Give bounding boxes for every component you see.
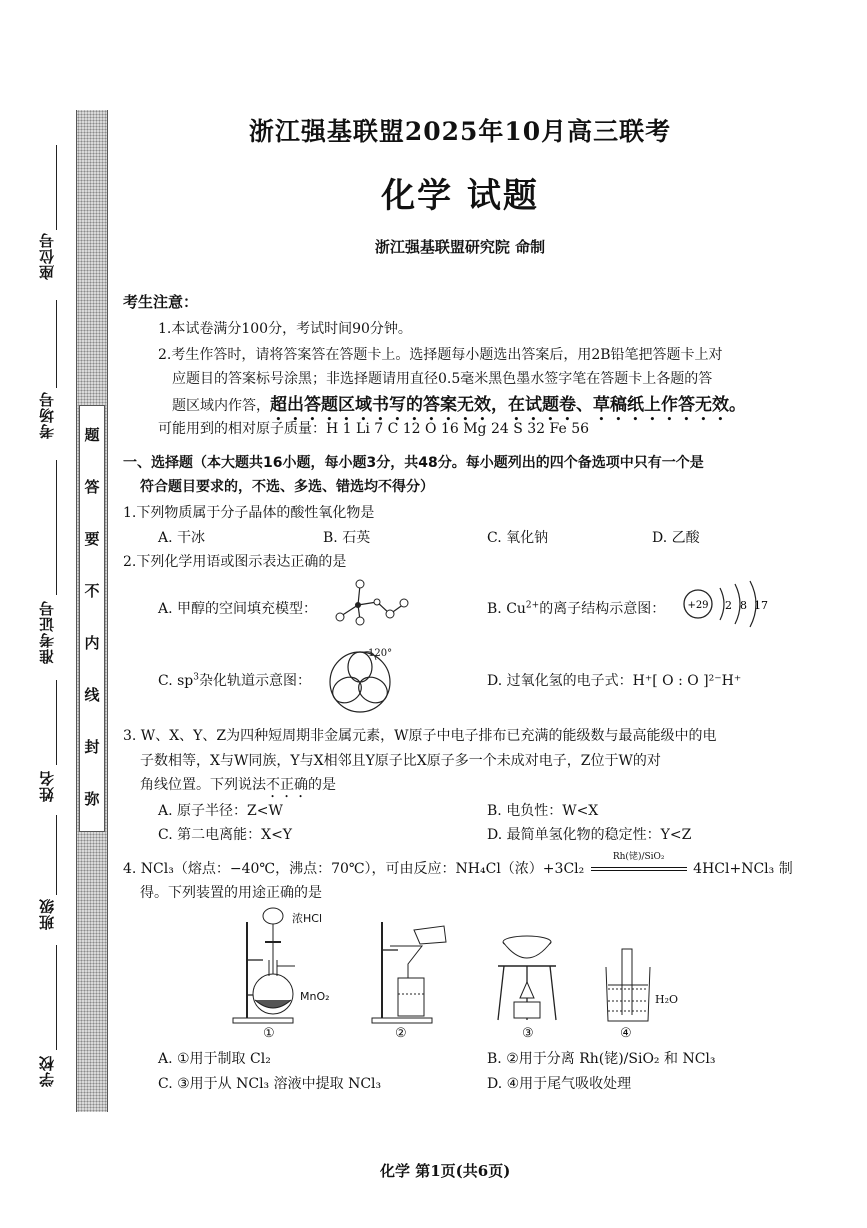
exam-title: 浙江强基联盟2025年10月高三联考 — [248, 117, 672, 146]
q4-text: 4. NCl₃（熔点：−40℃，沸点：70℃），可由反应：NH₄Cl（浓）+3Cl₂ — [123, 861, 585, 877]
label-conc-hcl: 浓HCl — [292, 912, 323, 925]
name-label: 姓名 — [38, 770, 56, 802]
q2-option-a: A. 甲醇的空间填充模型： — [158, 601, 318, 617]
methanol-model-figure — [332, 578, 412, 628]
q2-option-d: D. 过氧化氢的电子式：H⁺[ O : O ]²⁻H⁺ — [487, 673, 742, 689]
q1-option-b: B. 石英 — [323, 530, 371, 546]
reaction-arrow — [589, 852, 689, 877]
publisher: 浙江强基联盟研究院 命制 — [374, 238, 546, 256]
strip-char: 题 — [84, 426, 100, 444]
shell-1: 2 — [725, 599, 732, 612]
binding-notice-box — [79, 405, 105, 832]
q4-option-a: A. ①用于制取 Cl₂ — [158, 1051, 271, 1067]
figure-1-label: ① — [263, 1026, 275, 1041]
angle-label: 120° — [368, 648, 393, 659]
notice-title: 考生注意： — [123, 293, 199, 311]
school-line[interactable] — [56, 945, 57, 1050]
name-line[interactable] — [56, 680, 57, 765]
figure-4-label: ④ — [620, 1026, 632, 1041]
section-1-heading-cont: 符合题目要求的，不选、多选、错选均不得分） — [140, 479, 434, 495]
label-h2o: H₂O — [655, 993, 679, 1006]
q2-c-sup: 3 — [193, 672, 199, 683]
apparatus-3-figure — [492, 932, 562, 1027]
q3-text: 角线位置。下列说法 — [140, 777, 266, 793]
notice-emphasis: 超出答题区域书写的答案无效，在试题卷、草稿纸上作答无效。 — [270, 395, 746, 415]
notice-text: 题区域内作答， — [172, 398, 270, 414]
ticket-number-label: 准考证号 — [38, 600, 56, 664]
q2-b-charge: 2+ — [525, 600, 540, 611]
subject-title: 化学 试题 — [381, 176, 539, 216]
q4-option-d: D. ④用于尾气吸收处理 — [487, 1076, 632, 1092]
notice-item-2-line-2: 应题目的答案标号涂黑；非选择题请用直径0.5毫米黑色墨水签字笔在答题卡上各题的答 — [172, 371, 713, 387]
page-footer: 化学 第1页(共6页) — [380, 1162, 511, 1180]
q2-c-text: C. sp — [158, 673, 194, 689]
strip-char: 答 — [84, 478, 100, 496]
seat-number-label: 座位号 — [38, 232, 56, 280]
apparatus-1-figure — [225, 900, 345, 1040]
cu-ion-structure-figure — [680, 580, 776, 628]
section-1-heading: 一、选择题（本大题共16小题，每小题3分，共48分。每小题列出的四个备选项中只有一个是 — [123, 455, 704, 471]
q4-option-b: B. ②用于分离 Rh(铑)/SiO₂ 和 NCl₃ — [487, 1051, 716, 1067]
q2-c-text-post: 杂化轨道示意图： — [199, 673, 311, 689]
school-label: 学校 — [38, 1055, 56, 1087]
q4-text-end: 4HCl+NCl₃ 制 — [693, 861, 793, 877]
question-3-line-3 — [140, 774, 336, 801]
exam-room-label: 考场号 — [38, 391, 56, 439]
strip-char: 要 — [84, 530, 100, 548]
q3-option-b: B. 电负性：W<X — [487, 803, 599, 819]
strip-char: 线 — [84, 686, 100, 704]
notice-item-2-line-1: 2.考生作答时，请将答案答在答题卡上。选择题每小题选出答案后，用2B铅笔把答题卡上对 — [158, 347, 723, 363]
q4-option-c: C. ③用于从 NCl₃ 溶液中提取 NCl₃ — [158, 1076, 382, 1092]
question-4-line-2: 得。下列装置的用途正确的是 — [140, 885, 322, 901]
q3-option-a: A. 原子半径：Z<W — [158, 803, 283, 819]
q3-option-d: D. 最简单氢化物的稳定性：Y<Z — [487, 827, 692, 843]
figure-3-label: ③ — [522, 1026, 534, 1041]
notice-item-1: 1.本试卷满分100分，考试时间90分钟。 — [158, 321, 412, 337]
apparatus-2-figure — [368, 920, 458, 1030]
strip-char: 封 — [84, 738, 100, 756]
question-3-line-1: 3. W、X、Y、Z为四种短周期非金属元素，W原子中电子排布已充满的能级数与最高能级中的电 — [123, 728, 717, 744]
atomic-masses: 可能用到的相对原子质量：H 1 Li 7 C 12 O 16 Mg 24 S 32 Fe 56 — [158, 421, 590, 437]
seat-number-line[interactable] — [56, 145, 57, 230]
strip-char: 弥 — [84, 790, 100, 808]
strip-char: 不 — [84, 582, 100, 600]
q3-emphasis: 不正确 — [266, 777, 308, 793]
catalyst-label: Rh(铑)/SiO₂ — [612, 852, 665, 862]
q1-option-c: C. 氧化钠 — [487, 530, 549, 546]
class-label: 班级 — [38, 898, 56, 930]
figure-2-label: ② — [395, 1026, 407, 1041]
ticket-number-line[interactable] — [56, 460, 57, 595]
exam-room-line[interactable] — [56, 300, 57, 388]
shell-2: 8 — [740, 599, 747, 612]
question-4-line-1 — [123, 852, 793, 878]
q2-option-c — [158, 670, 311, 690]
q3-text-end: 的是 — [308, 777, 336, 793]
question-1-stem: 1.下列物质属于分子晶体的酸性氧化物是 — [123, 505, 375, 521]
shell-3: 17 — [754, 599, 768, 612]
q1-option-d: D. 乙酸 — [652, 530, 700, 546]
q1-option-a: A. 干冰 — [158, 530, 206, 546]
question-2-stem: 2.下列化学用语或图示表达正确的是 — [123, 554, 347, 570]
q2-b-text-post: 的离子结构示意图： — [539, 601, 666, 617]
question-3-line-2: 子数相等，X与W同族，Y与X相邻且Y原子比X原子多一个未成对电子，Z位于W的对 — [140, 753, 661, 769]
q2-b-text: B. Cu — [487, 601, 526, 617]
q2-option-b — [487, 598, 665, 618]
strip-char: 内 — [84, 634, 100, 652]
q3-option-c: C. 第二电离能：X<Y — [158, 827, 293, 843]
class-line[interactable] — [56, 815, 57, 895]
label-mno2: MnO₂ — [300, 990, 330, 1003]
apparatus-4-figure — [600, 945, 670, 1030]
nucleus-charge: +29 — [687, 600, 709, 611]
